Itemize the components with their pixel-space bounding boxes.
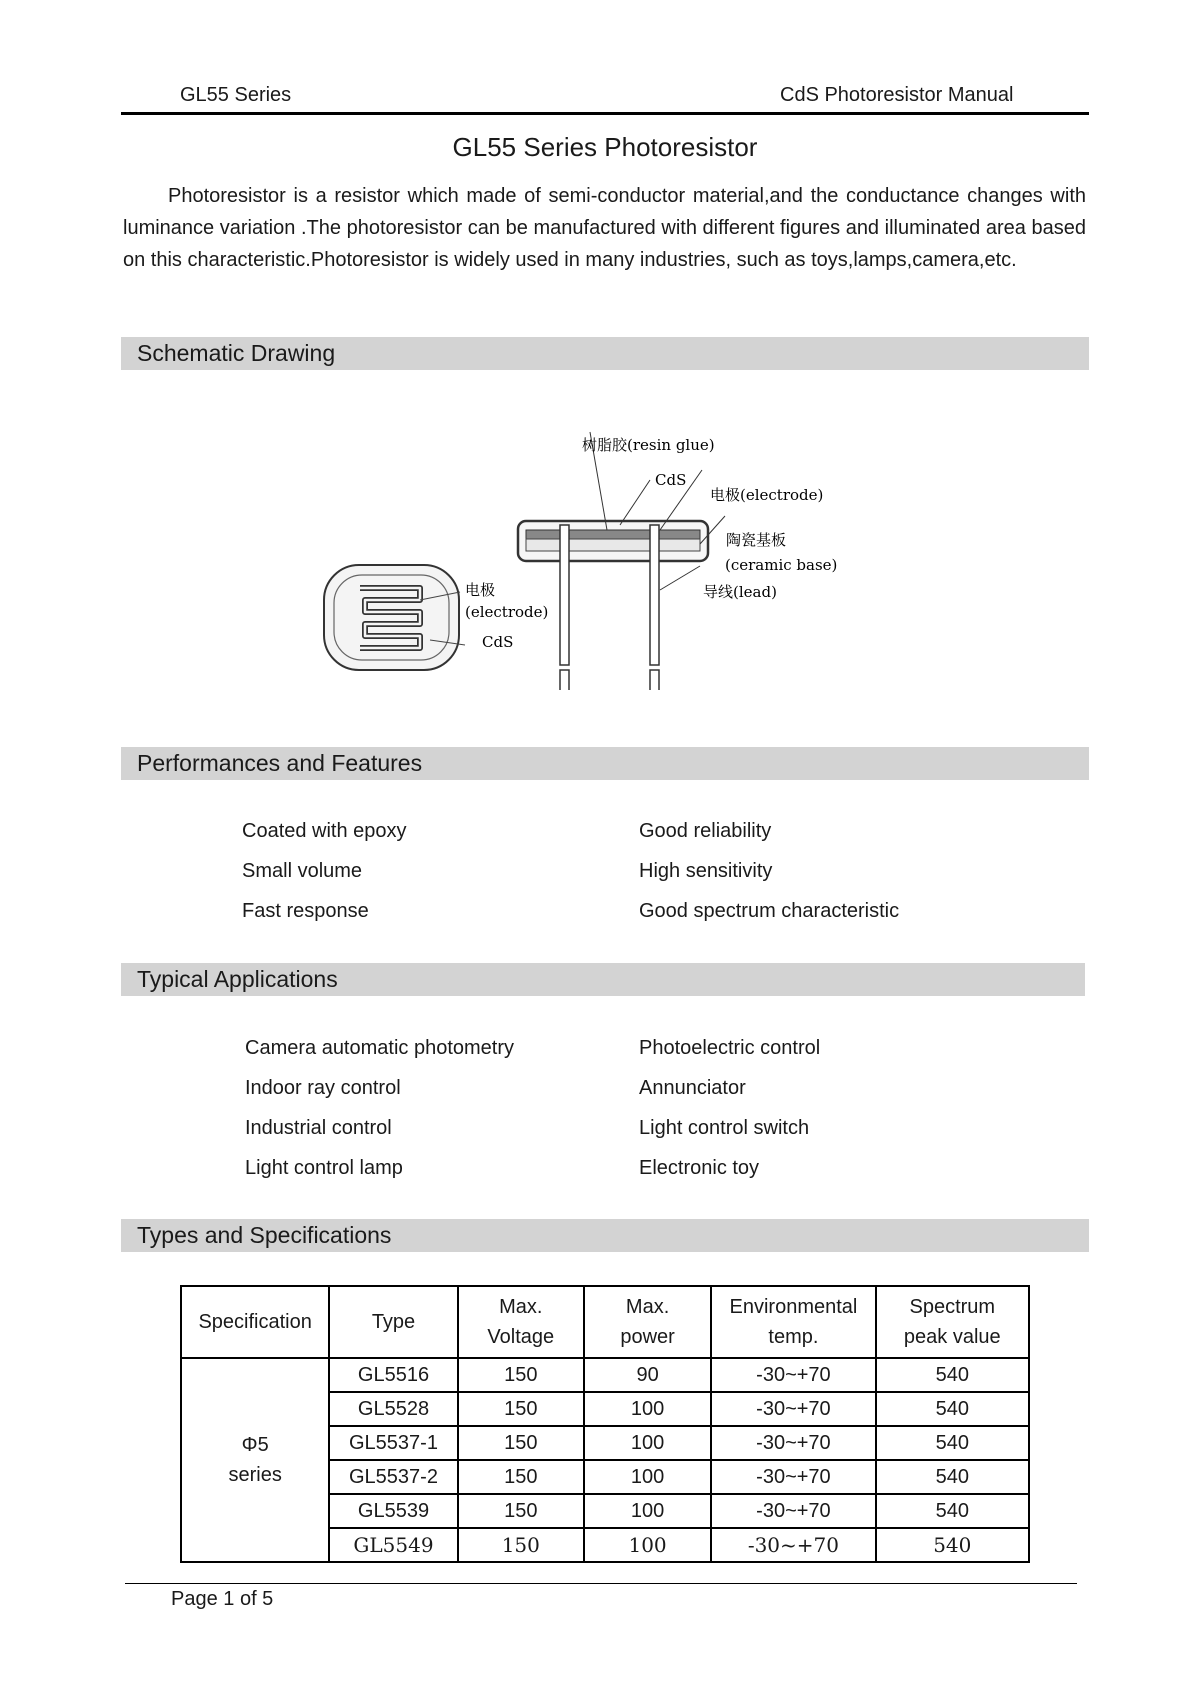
label-cds-top: CdS bbox=[655, 471, 687, 489]
cell-env-temp: -30~+70 bbox=[711, 1528, 875, 1562]
cell-max-power: 100 bbox=[584, 1494, 711, 1528]
col-header-type: Type bbox=[329, 1286, 457, 1358]
cell-max-voltage: 150 bbox=[458, 1426, 584, 1460]
label-resin-glue: 树脂胶(resin glue) bbox=[582, 436, 715, 454]
label-electrode-en: (electrode) bbox=[465, 603, 549, 621]
cell-max-power: 100 bbox=[584, 1426, 711, 1460]
header-series: GL55 Series bbox=[180, 84, 292, 106]
application-item: Industrial control bbox=[245, 1117, 392, 1139]
application-item: Annunciator bbox=[639, 1077, 746, 1099]
feature-item: Good reliability bbox=[639, 820, 772, 842]
feature-item: Good spectrum characteristic bbox=[639, 900, 900, 922]
cell-max-voltage: 150 bbox=[458, 1460, 584, 1494]
col-header-spectrum-peak bbox=[876, 1286, 1029, 1358]
section-types: Types and Specifications bbox=[121, 1219, 1089, 1252]
feature-item: Small volume bbox=[242, 860, 363, 882]
application-item: Photoelectric control bbox=[639, 1037, 821, 1059]
cell-env-temp: -30~+70 bbox=[711, 1392, 875, 1426]
cell-max-voltage: 150 bbox=[458, 1358, 584, 1392]
series-symbol: Φ5 bbox=[241, 1434, 269, 1456]
cell-spectrum-peak: 540 bbox=[876, 1460, 1029, 1494]
cell-type: GL5537-2 bbox=[329, 1460, 457, 1494]
cell-max-voltage: 150 bbox=[458, 1392, 584, 1426]
feature-item: Coated with epoxy bbox=[242, 820, 407, 842]
specification-table bbox=[180, 1285, 1030, 1563]
col-header-max-power bbox=[584, 1286, 711, 1358]
label-electrode-cn: 电极 bbox=[465, 581, 496, 599]
section-applications: Typical Applications bbox=[121, 963, 1085, 996]
page-title: GL55 Series Photoresistor bbox=[452, 132, 758, 162]
cell-max-power: 90 bbox=[584, 1358, 711, 1392]
series-group-cell bbox=[181, 1358, 329, 1562]
cell-env-temp: -30~+70 bbox=[711, 1426, 875, 1460]
cell-type: GL5516 bbox=[329, 1358, 457, 1392]
application-item: Light control switch bbox=[639, 1117, 810, 1139]
schematic-drawing bbox=[320, 430, 860, 690]
col-header-spectrum-peak-text: Spectrum peak value bbox=[903, 1296, 1001, 1348]
label-cds-left: CdS bbox=[482, 633, 514, 651]
cell-type: GL5528 bbox=[329, 1392, 457, 1426]
top-view-figure bbox=[324, 565, 465, 670]
label-ceramic-en: (ceramic base) bbox=[725, 556, 838, 574]
cell-env-temp: -30~+70 bbox=[711, 1460, 875, 1494]
cell-spectrum-peak: 540 bbox=[876, 1426, 1029, 1460]
col-header-max-power-text: Max. power bbox=[620, 1296, 675, 1348]
section-performance: Performances and Features bbox=[121, 747, 1089, 780]
page-number: Page 1 of 5 bbox=[171, 1588, 274, 1610]
feature-item: High sensitivity bbox=[639, 860, 773, 882]
application-item: Electronic toy bbox=[639, 1157, 760, 1179]
feature-item: Fast response bbox=[242, 900, 369, 922]
col-header-specification: Specification bbox=[181, 1286, 329, 1358]
cell-spectrum-peak: 540 bbox=[876, 1358, 1029, 1392]
cell-max-power: 100 bbox=[584, 1392, 711, 1426]
header-rule bbox=[121, 112, 1089, 115]
label-electrode-top: 电极(electrode) bbox=[710, 486, 824, 504]
cell-type: GL5537-1 bbox=[329, 1426, 457, 1460]
application-item: Indoor ray control bbox=[245, 1077, 401, 1099]
label-ceramic-cn: 陶瓷基板 bbox=[726, 531, 787, 549]
cell-type: GL5539 bbox=[329, 1494, 457, 1528]
cell-env-temp: -30~+70 bbox=[711, 1358, 875, 1392]
col-header-max-voltage bbox=[458, 1286, 584, 1358]
application-item: Light control lamp bbox=[245, 1157, 403, 1179]
cell-spectrum-peak: 540 bbox=[876, 1392, 1029, 1426]
intro-paragraph: Photoresistor is a resistor which made of semi-conductor material,and the conductance changes with luminance variation .The photoresistor can be manufactured with different figures and illuminated area based on this characteristic.Photoresistor is widely used in many industries, such as toys,lamps,camera,etc. bbox=[123, 185, 1086, 271]
cell-type: GL5549 bbox=[329, 1528, 457, 1562]
cell-spectrum-peak: 540 bbox=[876, 1494, 1029, 1528]
header-manual-title: CdS Photoresistor Manual bbox=[780, 84, 1014, 106]
cell-max-voltage: 150 bbox=[458, 1528, 584, 1562]
application-item: Camera automatic photometry bbox=[245, 1037, 515, 1059]
cell-max-power: 100 bbox=[584, 1460, 711, 1494]
label-lead: 导线(lead) bbox=[703, 583, 777, 601]
table-row bbox=[181, 1358, 1029, 1392]
col-header-env-temp-text: Environmental temp. bbox=[729, 1296, 858, 1348]
cell-spectrum-peak: 540 bbox=[876, 1528, 1029, 1562]
footer-rule bbox=[125, 1583, 1077, 1584]
cell-max-power: 100 bbox=[584, 1528, 711, 1562]
side-view-figure bbox=[518, 432, 725, 690]
cell-max-voltage: 150 bbox=[458, 1494, 584, 1528]
table-header-row bbox=[181, 1286, 1029, 1358]
col-header-max-voltage-text: Max. Voltage bbox=[487, 1296, 555, 1348]
cell-env-temp: -30~+70 bbox=[711, 1494, 875, 1528]
section-schematic: Schematic Drawing bbox=[121, 337, 1089, 370]
col-header-env-temp bbox=[711, 1286, 875, 1358]
series-word: series bbox=[228, 1464, 282, 1486]
